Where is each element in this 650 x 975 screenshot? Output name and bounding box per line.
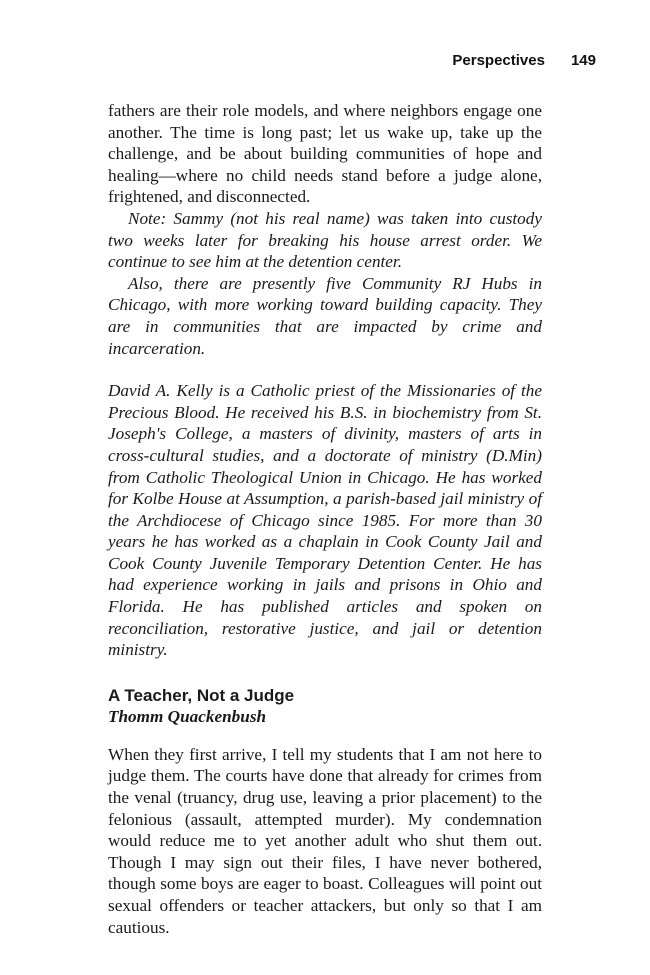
page-content: [108, 100, 542, 938]
note-paragraph: Note: Sammy (not his real name) was taken into custody two weeks later for breaking his house arrest order. We continue to see him at the detention center.: [108, 208, 542, 272]
note-paragraph: Also, there are presently five Community RJ Hubs in Chicago, with more working toward building capacity. They are in communities that are impacted by crime and incarceration.: [108, 273, 542, 358]
section-title: A Teacher, Not a Judge: [108, 685, 295, 705]
running-head: [452, 52, 596, 69]
body-paragraph: fathers are their role models, and where neighbors engage one another. The time is long past; let us wake up, take up the challenge, and be about building communities of hope and healing—where no child needs stand before a judge alone, frightened, and disconnected.: [108, 101, 542, 207]
running-title: Perspectives: [452, 52, 545, 69]
section-author: Thomm Quackenbush: [108, 706, 267, 726]
author-bio: David A. Kelly is a Catholic priest of the Missionaries of the Precious Blood. He received his B.S. in biochemistry from St. Joseph's College, a masters of divinity, masters of arts in cross-cultural studies, and a doctorate of ministry (D.Min) from Catholic Theological Union in Chicago. He has worked for Kolbe House at Assumption, a parish-based jail ministry of the Archdiocese of Chicago since 1985. For more than 30 years he has worked as a chaplain in Cook County Jail and Cook County Juvenile Temporary Detention Center. He has had experience working in jails and prisons in Ohio and Florida. He has published articles and spoken on reconciliation, restorative justice, and jail or detention ministry.: [108, 381, 542, 660]
page-number: 149: [570, 52, 596, 69]
section-paragraph: When they first arrive, I tell my students that I am not here to judge them. The courts have done that already for crimes from the venal (truancy, drug use, leaving a prior placement) to the felonious (assault, attempted murder). My condemnation would reduce me to yet another adult who shut them out. Though I may sign out their files, I have never bothered, though some boys are eager to boast. Colleagues will point out sexual offenders or teacher attackers, but only so that I am cautious.: [108, 744, 542, 937]
